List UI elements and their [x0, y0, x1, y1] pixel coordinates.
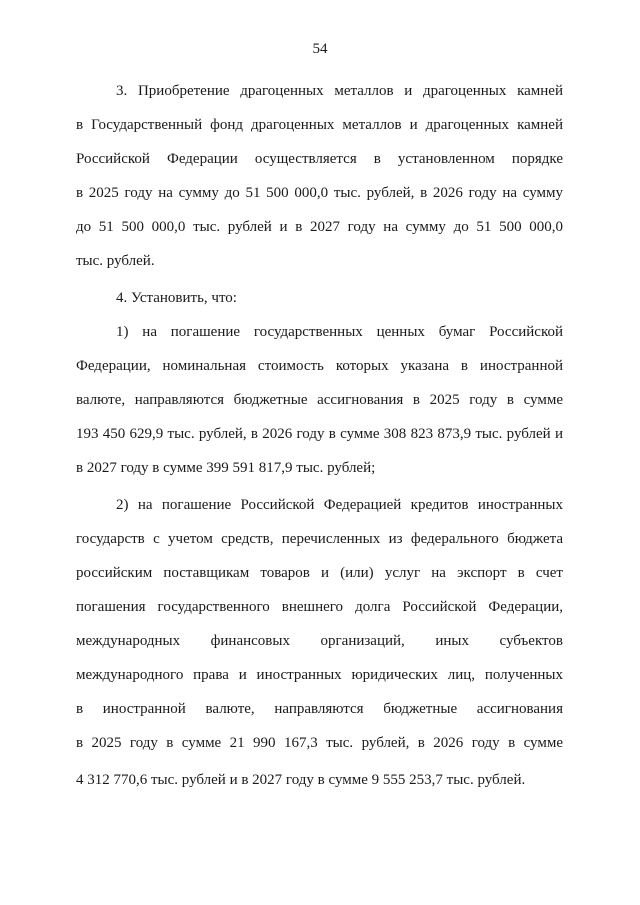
text-line: Федерации, номинальная стоимость которых указана в иностранной: [76, 358, 563, 374]
text-line: в Государственный фонд драгоценных металлов и драгоценных камней: [76, 117, 563, 133]
text-line: 1) на погашение государственных ценных бумаг Российской: [116, 324, 563, 340]
text-line: 4. Установить, что:: [116, 290, 237, 306]
text-line: в 2025 году в сумме 21 990 167,3 тыс. рублей, в 2026 году в сумме: [76, 735, 563, 751]
text-line: тыс. рублей.: [76, 253, 155, 269]
text-line: до 51 500 000,0 тыс. рублей и в 2027 году на сумму до 51 500 000,0: [76, 219, 563, 235]
text-line: погашения государственного внешнего долга Российской Федерации,: [76, 599, 563, 615]
text-line: в 2025 году на сумму до 51 500 000,0 тыс. рублей, в 2026 году на сумму: [76, 185, 563, 201]
text-line: международного права и иностранных юридических лиц, полученных: [76, 667, 563, 683]
text-line: международных финансовых организаций, иных субъектов: [76, 633, 563, 649]
text-line: в 2027 году в сумме 399 591 817,9 тыс. рублей;: [76, 460, 376, 476]
text-line: 3. Приобретение драгоценных металлов и драгоценных камней: [116, 83, 563, 99]
text-line: 4 312 770,6 тыс. рублей и в 2027 году в сумме 9 555 253,7 тыс. рублей.: [76, 772, 526, 788]
text-line: Российской Федерации осуществляется в установленном порядке: [76, 151, 563, 167]
text-line: 2) на погашение Российской Федерацией кредитов иностранных: [116, 497, 563, 513]
text-line: российским поставщикам товаров и (или) услуг на экспорт в счет: [76, 565, 563, 581]
page-number: 54: [312, 41, 328, 57]
text-line: 193 450 629,9 тыс. рублей, в 2026 году в сумме 308 823 873,9 тыс. рублей и: [76, 426, 563, 442]
text-line: валюте, направляются бюджетные ассигнования в 2025 году в сумме: [76, 392, 563, 408]
text-line: государств с учетом средств, перечисленных из федерального бюджета: [76, 531, 563, 547]
text-line: в иностранной валюте, направляются бюджетные ассигнования: [76, 701, 563, 717]
